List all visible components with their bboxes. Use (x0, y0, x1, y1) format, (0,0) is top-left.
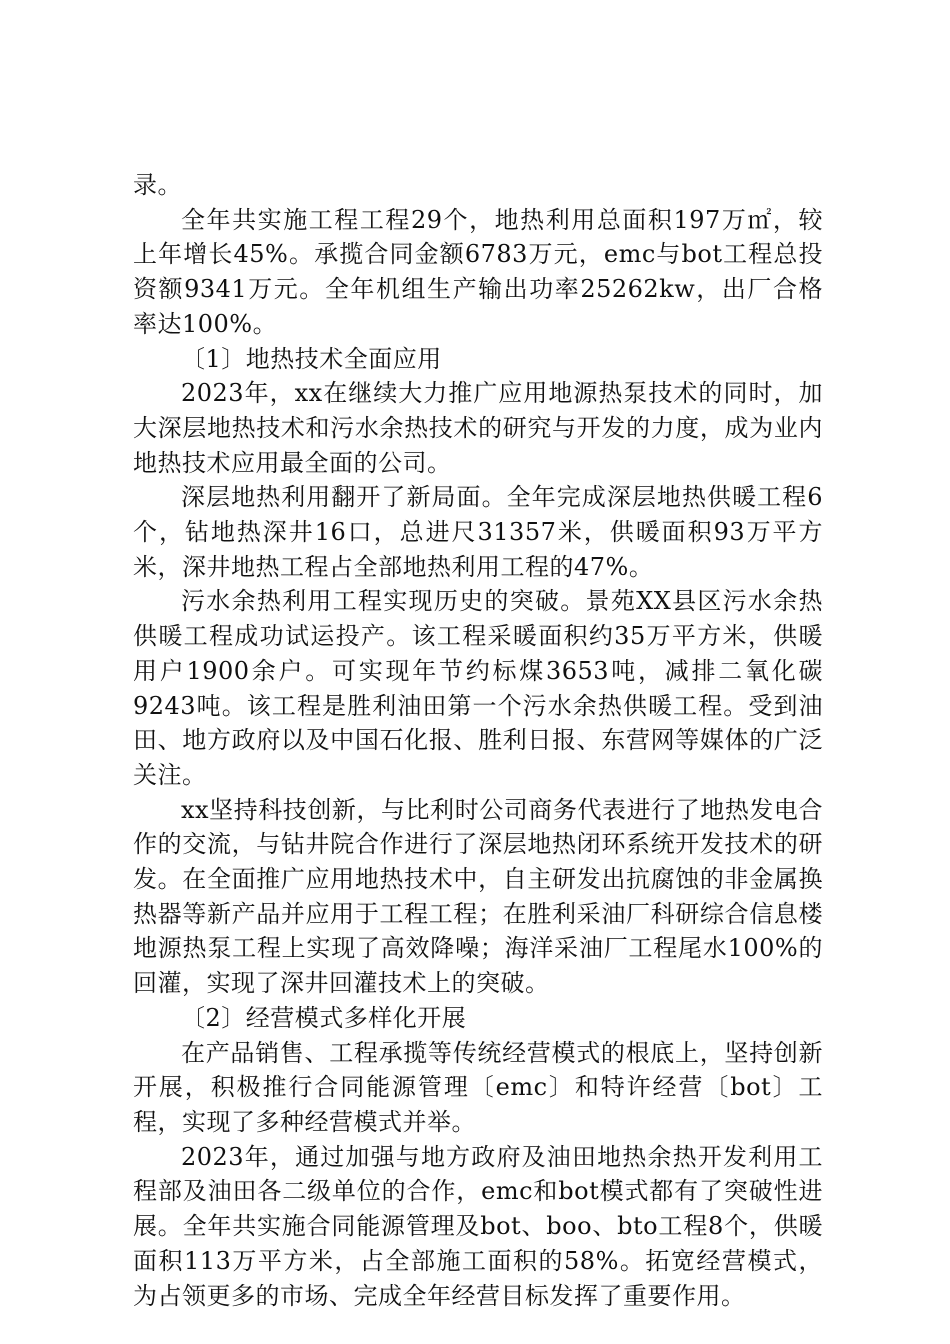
paragraph-tech-innovation: xx坚持科技创新，与比利时公司商务代表进行了地热发电合作的交流，与钻井院合作进行了深层地热闭环系统开发技术的研发。在全面推广应用地热技术中，自主研发出抗腐蚀的非金属换热器等新产品并应用于工程工程；在胜利采油厂科研综合信息楼地源热泵工程上实现了高效降噪；海洋采油厂工程尾水100%的回灌，实现了深井回灌技术上的突破。 (133, 795, 823, 998)
paragraph-business-innovation: 在产品销售、工程承揽等传统经营模式的根底上，坚持创新开展，积极推行合同能源管理〔emc〕和特许经营〔bot〕工程，实现了多种经营模式并举。 (133, 1038, 823, 1136)
paragraph-continuation: 录。 (133, 171, 182, 199)
paragraph-sewage-heat: 污水余热利用工程实现历史的突破。景苑XX县区污水余热供暖工程成功试运投产。该工程采暖面积约35万平方米，供暖用户1900余户。可实现年节约标煤3653吨，减排二氧化碳9243吨。该工程是胜利油田第一个污水余热供暖工程。受到油田、地方政府以及中国石化报、胜利日报、东营网等媒体的广泛关注。 (133, 587, 823, 789)
paragraph-annual-summary: 全年共实施工程工程29个，地热利用总面积197万㎡，较上年增长45%。承揽合同金额6783万元，emc与bot工程总投资额9341万元。全年机组生产输出功率25262kw，出厂合格率达100%。 (133, 205, 823, 338)
paragraph-deep-geothermal: 深层地热利用翻开了新局面。全年完成深层地热供暖工程6个，钻地热深井16口，总进尺31357米，供暖面积93万平方米，深井地热工程占全部地热利用工程的47%。 (133, 483, 823, 581)
paragraph-emc-bot-progress: 2023年，通过加强与地方政府及油田地热余热开发利用工程部及油田各二级单位的合作，emc和bot模式都有了突破性进展。全年共实施合同能源管理及bot、boo、bto工程8个，供暖面积113万平方米，占全部施工面积的58%。拓宽经营模式，为占领更多的市场、完成全年经营目标发挥了重要作用。 (133, 1142, 823, 1310)
paragraph-geothermal-overview: 2023年，xx在继续大力推广应用地源热泵技术的同时，加大深层地热技术和污水余热技术的研究与开发的力度，成为业内地热技术应用最全面的公司。 (133, 379, 823, 477)
section-heading-business-models: 〔2〕经营模式多样化开展 (181, 1003, 467, 1032)
document-body (133, 168, 823, 1313)
section-heading-geothermal-tech: 〔1〕地热技术全面应用 (181, 344, 442, 373)
